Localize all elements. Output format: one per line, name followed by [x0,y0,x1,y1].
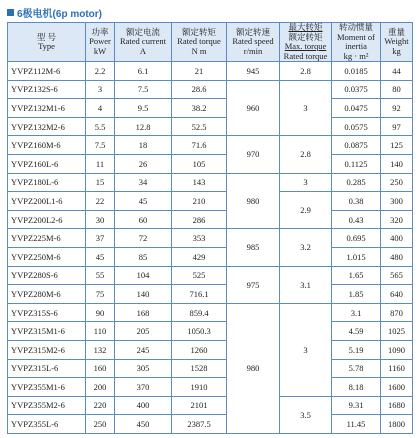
square-bullet-icon [7,9,14,16]
table-cell: 975 [227,266,280,303]
table-cell: 9.31 [332,396,381,415]
table-cell: 1.65 [332,266,381,285]
table-cell: YVPZ132M1-6 [8,99,86,118]
table-cell: YVPZ200L1-6 [8,192,86,211]
header-line: Type [38,41,55,51]
table-cell: 3.2 [280,229,332,266]
table-row [8,80,413,99]
table-cell: YVPZ355M2-6 [8,396,86,415]
header-line: kg · m² [343,50,369,61]
table-cell: 450 [115,415,172,434]
table-cell: 5.78 [332,359,381,378]
table-cell: 980 [227,303,280,433]
header-line: 最大转矩 [288,22,323,32]
table-cell: 1260 [172,340,227,359]
table-cell: 429 [172,247,227,266]
table-cell: 18 [115,136,172,155]
table-cell: 11 [86,154,115,173]
table-cell: 1910 [172,378,227,397]
table-cell: YVPZ280S-6 [8,266,86,285]
table-cell: 44 [381,62,413,81]
table-row [8,210,413,229]
table-cell: 160 [86,359,115,378]
header-line: Rated speed [232,36,274,47]
table-cell: YVPZ200L2-6 [8,210,86,229]
header-power [86,23,115,62]
table-cell: 75 [86,285,115,304]
header-line: Max. torque [284,41,327,51]
table-cell: 140 [381,154,413,173]
table-cell: 168 [115,303,172,322]
table-cell: 305 [115,359,172,378]
motor-spec-table [7,22,413,434]
table-cell: 0.1125 [332,154,381,173]
header-line: kW [93,45,107,56]
table-row [8,154,413,173]
table-cell: 985 [227,229,280,266]
table-cell: 15 [86,173,115,192]
table-cell: YVPZ180L-6 [8,173,86,192]
table-cell: 0.0475 [332,99,381,118]
table-cell: 3 [280,80,332,136]
table-cell: 7.5 [86,136,115,155]
table-cell: 110 [86,322,115,341]
table-row [8,173,413,192]
table-cell: 22 [86,192,115,211]
table-row [8,99,413,118]
header-line: Rated torque [283,50,328,61]
table-row [8,229,413,248]
header-line: inertia [345,41,367,51]
table-cell: YVPZ355M1-6 [8,378,86,397]
header-type [8,23,86,62]
table-cell: 3 [280,303,332,396]
header-line: 功率 [91,26,109,37]
table-cell: 45 [86,247,115,266]
table-cell: YVPZ132S-6 [8,80,86,99]
section-header [7,5,102,19]
table-cell: 1.015 [332,247,381,266]
table-cell: 2.2 [86,62,115,81]
table-cell: 105 [172,154,227,173]
table-cell: 1025 [381,322,413,341]
table-row [8,285,413,304]
table-cell: YVPZ315M2-6 [8,340,86,359]
table-cell: 3 [280,173,332,192]
table-cell: 30 [86,210,115,229]
header-torque-ratio [280,23,332,62]
table-cell: 1050.3 [172,322,227,341]
table-cell: 0.43 [332,210,381,229]
table-cell: 1090 [381,340,413,359]
table-cell: 205 [115,322,172,341]
header-line: Power [89,36,111,47]
table-cell: 565 [381,266,413,285]
header-line: 额定电流 [125,26,160,37]
table-cell: YVPZ280M-6 [8,285,86,304]
header-rated-current [115,23,172,62]
table-cell: 716.1 [172,285,227,304]
header-line: 额定转矩 [181,26,216,37]
table-cell: 250 [86,415,115,434]
table-cell: 2101 [172,396,227,415]
table-row [8,322,413,341]
table-cell: 132 [86,340,115,359]
table-cell: 26 [115,154,172,173]
header-rated-speed [227,23,280,62]
table-cell: 125 [381,136,413,155]
table-cell: YVPZ112M-6 [8,62,86,81]
table-cell: 245 [115,340,172,359]
table-cell: 37 [86,229,115,248]
table-cell: 12.8 [115,117,172,136]
table-cell: YVPZ355L-6 [8,415,86,434]
table-cell: 525 [172,266,227,285]
table-cell: 353 [172,229,227,248]
header-line: kg [392,45,401,56]
table-cell: 870 [381,303,413,322]
table-row [8,415,413,434]
table-cell: 143 [172,173,227,192]
table-cell: 28.6 [172,80,227,99]
table-cell: 0.695 [332,229,381,248]
header-line: 转动惯量 [338,22,373,32]
table-cell: 1800 [381,415,413,434]
table-cell: 4.59 [332,322,381,341]
table-row [8,136,413,155]
table-cell: YVPZ160M-6 [8,136,86,155]
header-line: 额定转矩 [288,31,323,42]
table-cell: 6.1 [115,62,172,81]
table-cell: 300 [381,192,413,211]
table-cell: 2.9 [280,192,332,229]
table-cell: 640 [381,285,413,304]
table-cell: 8.18 [332,378,381,397]
table-cell: 1680 [381,396,413,415]
table-cell: 11.45 [332,415,381,434]
header-line: 重量 [387,26,405,37]
table-cell: 250 [381,173,413,192]
table-row [8,340,413,359]
table-cell: 80 [381,80,413,99]
table-cell: YVPZ315L-6 [8,359,86,378]
table-cell: YVPZ132M2-6 [8,117,86,136]
table-row [8,378,413,397]
table-cell: 970 [227,136,280,173]
table-cell: 3.1 [280,266,332,303]
header-line: 型 号 [36,31,57,42]
table-cell: 0.0375 [332,80,381,99]
table-cell: 90 [86,303,115,322]
table-cell: 859.4 [172,303,227,322]
table-cell: YVPZ315S-6 [8,303,86,322]
table-cell: 52.5 [172,117,227,136]
table-row [8,117,413,136]
table-row [8,247,413,266]
table-row [8,359,413,378]
table-cell: 1160 [381,359,413,378]
table-cell: 60 [115,210,172,229]
table-cell: 480 [381,247,413,266]
header-line: Rated current [119,36,167,47]
table-row [8,396,413,415]
table-cell: YVPZ160L-6 [8,154,86,173]
table-cell: 104 [115,266,172,285]
header-line: 额定转速 [235,26,270,37]
table-cell: 34 [115,173,172,192]
table-cell: 9.5 [115,99,172,118]
table-cell: 0.0185 [332,62,381,81]
table-cell: 1528 [172,359,227,378]
header-line: Weight [384,36,409,47]
table-cell: 0.285 [332,173,381,192]
table-cell: 2387.5 [172,415,227,434]
table-cell: 0.0575 [332,117,381,136]
table-cell: 4 [86,99,115,118]
table-cell: 5.19 [332,340,381,359]
table-cell: YVPZ315M1-6 [8,322,86,341]
table-cell: 71.6 [172,136,227,155]
header-inertia [332,23,381,62]
table-cell: 1.85 [332,285,381,304]
table-cell: 3.5 [280,396,332,433]
table-cell: 370 [115,378,172,397]
table-cell: 72 [115,229,172,248]
table-cell: 320 [381,210,413,229]
table-cell: 3.1 [332,303,381,322]
table-cell: 286 [172,210,227,229]
table-cell: 92 [381,99,413,118]
header-line: A [139,45,147,56]
table-cell: YVPZ250M-6 [8,247,86,266]
table-cell: 97 [381,117,413,136]
table-cell: 1600 [381,378,413,397]
table-cell: 38.2 [172,99,227,118]
table-cell: YVPZ225M-6 [8,229,86,248]
table-cell: 45 [115,192,172,211]
table-row [8,266,413,285]
table-cell: 0.38 [332,192,381,211]
table-cell: 960 [227,80,280,136]
table-row [8,62,413,81]
header-line: Moment of [336,31,375,42]
table-cell: 7.5 [115,80,172,99]
table-row [8,192,413,211]
table-cell: 980 [227,173,280,229]
header-line: r/min [243,45,263,56]
table-cell: 3 [86,80,115,99]
table-cell: 2.8 [280,62,332,81]
table-cell: 85 [115,247,172,266]
table-cell: 210 [172,192,227,211]
table-cell: 55 [86,266,115,285]
table-cell: 21 [172,62,227,81]
header-line: N m [191,45,207,56]
table-row [8,303,413,322]
header-weight [381,23,413,62]
table-cell: 400 [115,396,172,415]
table-cell: 400 [381,229,413,248]
table-cell: 140 [115,285,172,304]
table-cell: 2.8 [280,136,332,173]
table-cell: 220 [86,396,115,415]
table-cell: 200 [86,378,115,397]
header-rated-torque [172,23,227,62]
table-cell: 945 [227,62,280,81]
table-cell: 5.5 [86,117,115,136]
table-cell: 0.0875 [332,136,381,155]
header-line: Rated torque [177,36,221,47]
section-title: 6极电机(6p motor) [17,8,102,20]
